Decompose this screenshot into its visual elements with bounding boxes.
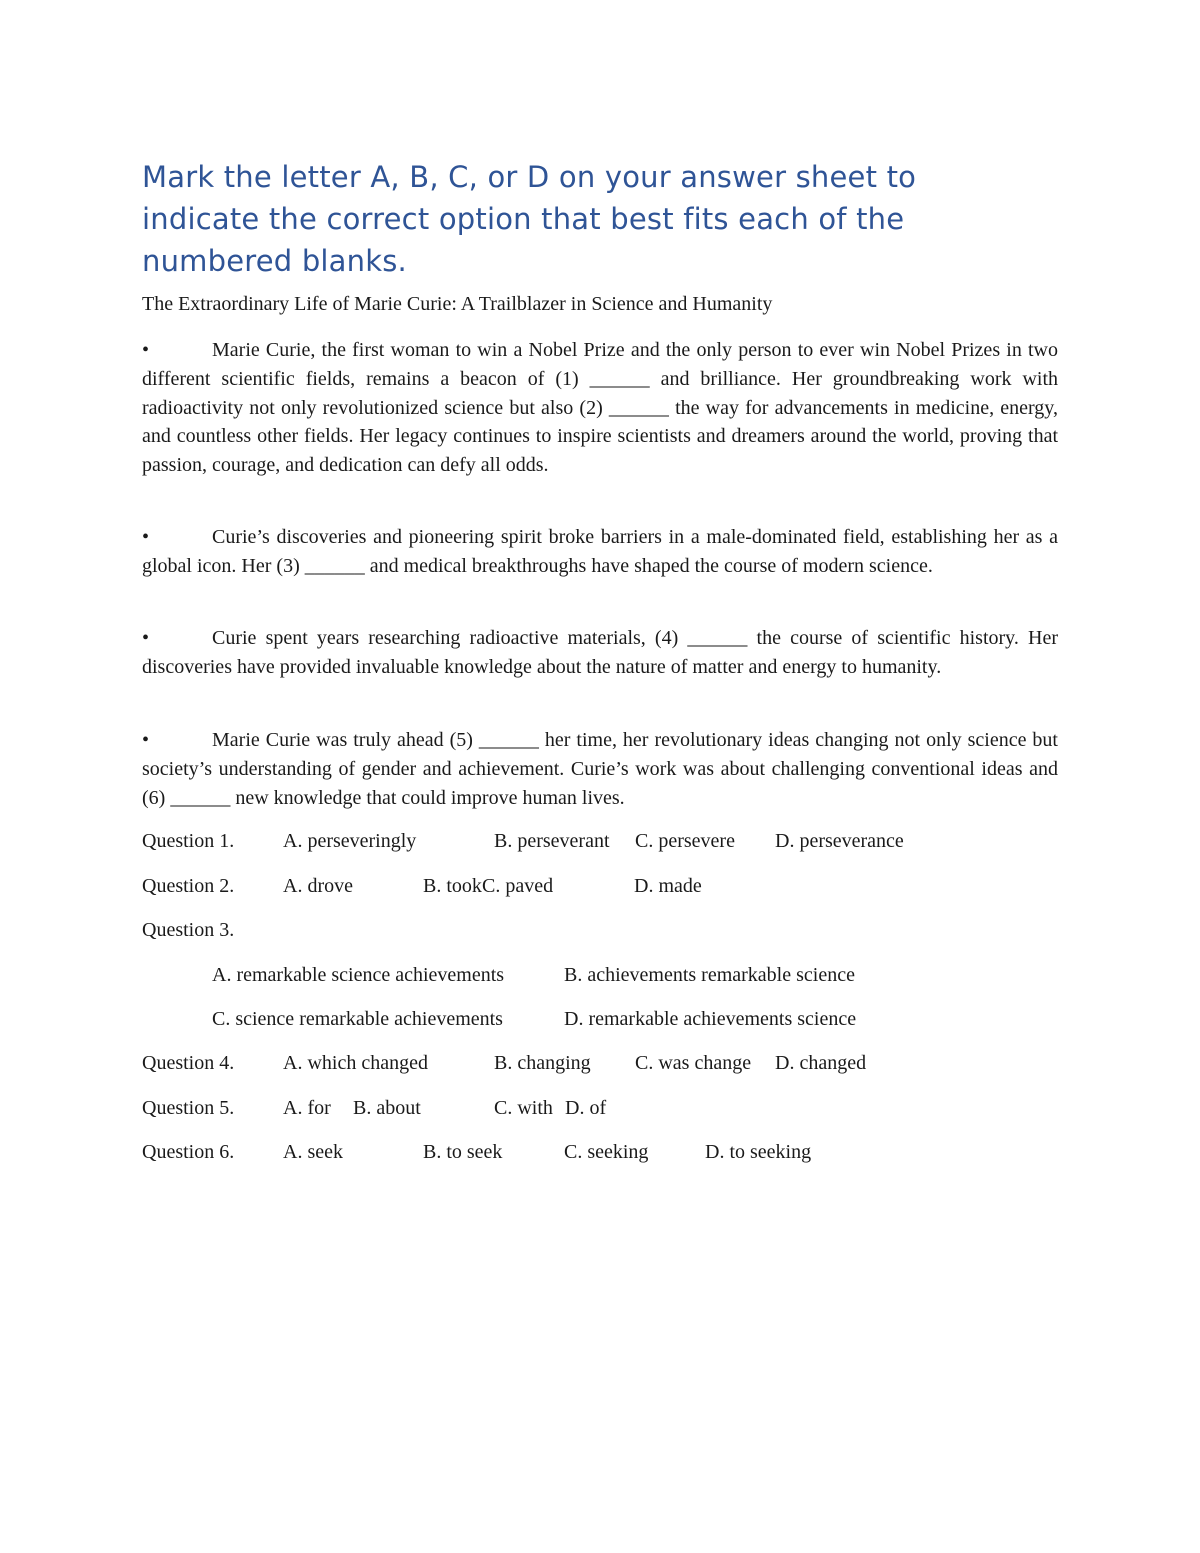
passage-title: The Extraordinary Life of Marie Curie: A Trailblazer in Science and Humanity [142,293,773,315]
question-label: Question 6. [142,1141,235,1163]
paragraph-4 [142,726,1058,812]
option-a: A. which changed [283,1052,428,1074]
paragraph-text: Marie Curie, the first woman to win a Nobel Prize and the only person to ever win Nobel Prizes in two different scientific fields, remains a beacon of (1) ______ and brilliance. Her groundbreaking work with radioactivity not only revolutionized science but also (2) ______ the way for advancements in medicine, energy, and countless other fields. Her legacy continues to inspire scientists and dreamers around the world, proving that passion, courage, and dedication can defy all odds. [142,339,1058,477]
option-d: D. changed [775,1052,867,1074]
option-a: A. seek [283,1141,343,1163]
paragraph-text: Curie’s discoveries and pioneering spirit broke barriers in a male-dominated field, establishing her as a global icon. Her (3) ______ and medical breakthroughs have shaped the course of modern science. [142,526,1058,577]
option-b: B. took [423,875,482,897]
option-a: A. perseveringly [283,830,417,852]
bullet-icon: • [142,339,150,361]
option-c: C. persevere [635,830,735,852]
option-c: C. with [494,1097,553,1119]
question-label: Question 4. [142,1052,235,1074]
paragraph-text: Marie Curie was truly ahead (5) ______ her time, her revolutionary ideas changing not only science but society’s understanding of gender and achievement. Curie’s work was about challenging conventional ideas and (6) ______ new knowledge that could improve human lives. [142,729,1058,809]
question-label: Question 2. [142,875,235,897]
question-label: Question 3. [142,919,235,941]
option-c: C. seeking [564,1141,649,1163]
option-b: B. perseverant [494,830,610,852]
paragraph-1 [142,336,1058,480]
option-d: D. perseverance [775,830,904,852]
option-d: D. remarkable achievements science [564,1008,857,1030]
question-label: Question 5. [142,1097,235,1119]
option-b: B. to seek [423,1141,503,1163]
option-c: C. science remarkable achievements [212,1008,503,1030]
bullet-icon: • [142,729,150,751]
option-a: A. for [283,1097,331,1119]
paragraph-2 [142,523,1058,581]
option-c: C. was change [635,1052,752,1074]
option-d: D. of [565,1097,607,1119]
option-b: B. achievements remarkable science [564,964,855,986]
question-label: Question 1. [142,830,235,852]
paragraph-3 [142,624,1058,682]
bullet-icon: • [142,526,150,548]
option-b: B. about [353,1097,421,1119]
option-c: C. paved [482,875,554,897]
option-b: B. changing [494,1052,591,1074]
paragraph-text: Curie spent years researching radioactive materials, (4) ______ the course of scientific history. Her discoveries have provided invaluable knowledge about the nature of matter and energy to humanity. [142,627,1058,678]
option-d: D. to seeking [705,1141,812,1163]
bullet-icon: • [142,627,150,649]
option-a: A. remarkable science achievements [212,964,505,986]
option-d: D. made [634,875,702,897]
option-a: A. drove [283,875,353,897]
instruction-heading: Mark the letter A, B, C, or D on your answer sheet to indicate the correct option that best fits each of the numbered blanks. [142,160,917,278]
